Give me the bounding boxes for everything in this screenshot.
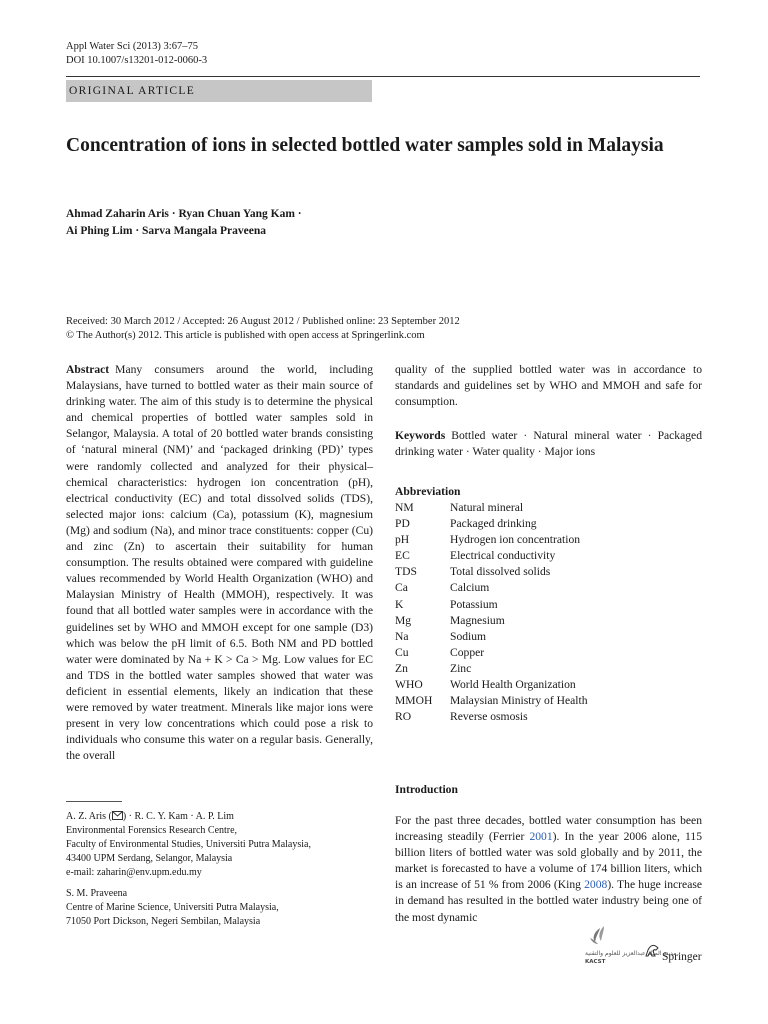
copyright-notice: © The Author(s) 2012. This article is published with open access at Springerlink.com (66, 330, 425, 341)
abbreviation-row (395, 548, 702, 564)
intro-text-1: For the past three decades, bottled water consumption has been increasing steadily (Ferrier (395, 814, 702, 844)
abbreviation-key: pH (395, 533, 410, 547)
abstract-text: Many consumers around the world, including Malaysians, have turned to bottled water as their main source of drinking water. The aim of this study is to determine the physical and chemical properties of bottled water samples sold in Selangor, Malaysia. A total of 20 bottled water brands consisting of ‘natural mineral (NM)’ and ‘packaged drinking (PD)’ types were randomly collected and analyzed for their physical–chemical characteristics: hydrogen ion concentration (pH), electrical conductivity (EC) and total dissolved solids (TDS), selected major ions: calcium (Ca), potassium (K), magnesium (Mg) and sodium (Na), and minor trace constituents: copper (Cu) and zinc (Zn) to ascertain their suitability for human consumption. The results obtained were compared with guideline values recommended by World Health Organization (WHO) and Malaysian Ministry of Health (MMOH), respectively. It was found that all bottled water samples were in accordance with the guidelines set by WHO and MMOH except for one sample (D3) which was below the pH limit of 6.5. Both NM and PD bottled water were dominated by Na + K > Ca > Mg. Low values for EC and TDS in the bottled water samples showed that water was deficient in essential elements, likely an indication that these were removed by water treatment. Minerals like major ions were present in very low concentrations which could pose a risk to individuals who consume this water on a regular basis. Generally, the overall (66, 363, 373, 763)
abbreviation-key: MMOH (395, 694, 433, 708)
abbreviation-key: Mg (395, 613, 412, 627)
date-history: Received: 30 March 2012 / Accepted: 26 August 2012 / Published online: 23 September 2012 (66, 316, 460, 327)
abbreviation-row (395, 500, 702, 516)
citation-link[interactable]: 2001 (529, 830, 553, 844)
kacst-text: KACST (585, 959, 606, 965)
journal-header (66, 40, 207, 68)
abbreviation-row (395, 564, 702, 580)
affiliation-2 (66, 887, 386, 929)
abbreviation-row (395, 532, 702, 548)
authors-line-1: Ahmad Zaharin Aris · Ryan Chuan Yang Kam · (66, 208, 302, 220)
footnote-rule (66, 801, 122, 802)
abbreviation-value: Calcium (450, 581, 490, 595)
abbreviation-value: Sodium (450, 629, 487, 643)
abbreviation-key: Ca (395, 581, 408, 595)
affiliation-author-text: ) · R. C. Y. Kam · A. P. Lim (122, 811, 234, 822)
introduction-title: Introduction (395, 783, 458, 796)
abbreviation-key: K (395, 597, 404, 611)
abbreviation-row (395, 677, 702, 693)
introduction-text (395, 813, 702, 926)
email-link[interactable]: e-mail: zaharin@env.upm.edu.my (66, 867, 202, 878)
publication-dates (66, 315, 706, 343)
author-list (66, 206, 686, 240)
abbreviation-key: TDS (395, 565, 417, 579)
article-type: ORIGINAL ARTICLE (69, 85, 196, 97)
abbreviation-value: Total dissolved solids (450, 565, 551, 579)
abbreviation-value: Potassium (450, 597, 498, 611)
article-type-banner (66, 80, 372, 102)
abbreviation-value: Packaged drinking (450, 517, 537, 531)
abbreviation-row (395, 629, 702, 645)
abbreviation-row (395, 597, 702, 613)
intro-text-2: ). In the year 2006 alone, 115 billion liters of bottled water was sold globally and by 2011, the market is forecasted to have a volume of 174 billion liters, which is an increase of 51 % from 2006 (King (395, 830, 702, 892)
affiliation-author-text: A. Z. Aris ( (66, 811, 112, 822)
affiliation-line: Centre of Marine Science, Universiti Putra Malaysia, (66, 902, 279, 913)
abbreviation-key: NM (395, 501, 414, 514)
abstract-text-continued: quality of the supplied bottled water was in accordance to standards and guidelines set by WHO and MMOH and safe for consumption. (395, 363, 702, 409)
abbreviation-title: Abbreviation (395, 485, 461, 498)
abbreviation-row (395, 661, 702, 677)
affiliation-author: S. M. Praveena (66, 888, 128, 899)
abbreviation-key: EC (395, 549, 410, 563)
abbreviation-row (395, 580, 702, 596)
abbreviation-value: Malaysian Ministry of Health (450, 694, 588, 708)
header-rule (66, 76, 700, 77)
abbreviation-row (395, 516, 702, 532)
doi[interactable]: DOI 10.1007/s13201-012-0060-3 (66, 55, 208, 66)
kacst-arabic-text: مدينة الملك عبدالعزيز للعلوم والتقنية (585, 950, 677, 957)
intro-text-3: ). The huge increase in demand has resulted in the bottled water industry being one of the most dynamic (395, 878, 702, 924)
abbreviation-value: Magnesium (450, 613, 505, 627)
abbreviation-row (395, 693, 702, 709)
keywords-text: Bottled water · Natural mineral water · Packaged drinking water · Water quality · Major ions (395, 429, 702, 459)
abbreviation-value: Hydrogen ion concentration (450, 533, 581, 547)
abbreviation-row (395, 613, 702, 629)
springer-logo-text: Springer (662, 951, 702, 963)
abbreviation-row (395, 709, 702, 725)
keywords-label: Keywords (395, 429, 446, 442)
authors-line-2: Ai Phing Lim · Sarva Mangala Praveena (66, 225, 266, 237)
citation-link[interactable]: 2008 (584, 878, 608, 892)
abbreviation-value: Reverse osmosis (450, 710, 528, 724)
abstract-label: Abstract (66, 363, 110, 376)
envelope-icon (112, 811, 123, 820)
abbreviation-key: Na (395, 629, 409, 643)
abbreviation-key: WHO (395, 678, 423, 692)
abstract-right (395, 362, 702, 410)
affiliation-1 (66, 810, 386, 880)
abbreviation-key: RO (395, 710, 412, 724)
abbreviation-value: Natural mineral (450, 501, 524, 514)
affiliation-authors (66, 810, 386, 824)
journal-citation: Appl Water Sci (2013) 3:67–75 (66, 41, 198, 52)
abstract-left (66, 362, 373, 764)
abbreviation-list (395, 500, 702, 725)
abbreviation-value: Zinc (450, 661, 472, 675)
affiliation-line: Environmental Forensics Research Centre, (66, 825, 238, 836)
abbreviation-value: Electrical conductivity (450, 549, 556, 563)
paper-title: Concentration of ions in selected bottled water samples sold in Malaysia (66, 135, 664, 156)
abbreviation-key: Cu (395, 645, 409, 659)
abbreviation-value: Copper (450, 645, 485, 659)
affiliation-line: 43400 UPM Serdang, Selangor, Malaysia (66, 853, 233, 864)
affiliation-line: Faculty of Environmental Studies, Universiti Putra Malaysia, (66, 839, 311, 850)
abbreviation-key: PD (395, 517, 410, 531)
keywords (395, 428, 702, 460)
abbreviation-row (395, 645, 702, 661)
abbreviation-value: World Health Organization (450, 678, 576, 692)
abbreviation-key: Zn (395, 661, 408, 675)
affiliation-line: 71050 Port Dickson, Negeri Sembilan, Malaysia (66, 916, 261, 927)
